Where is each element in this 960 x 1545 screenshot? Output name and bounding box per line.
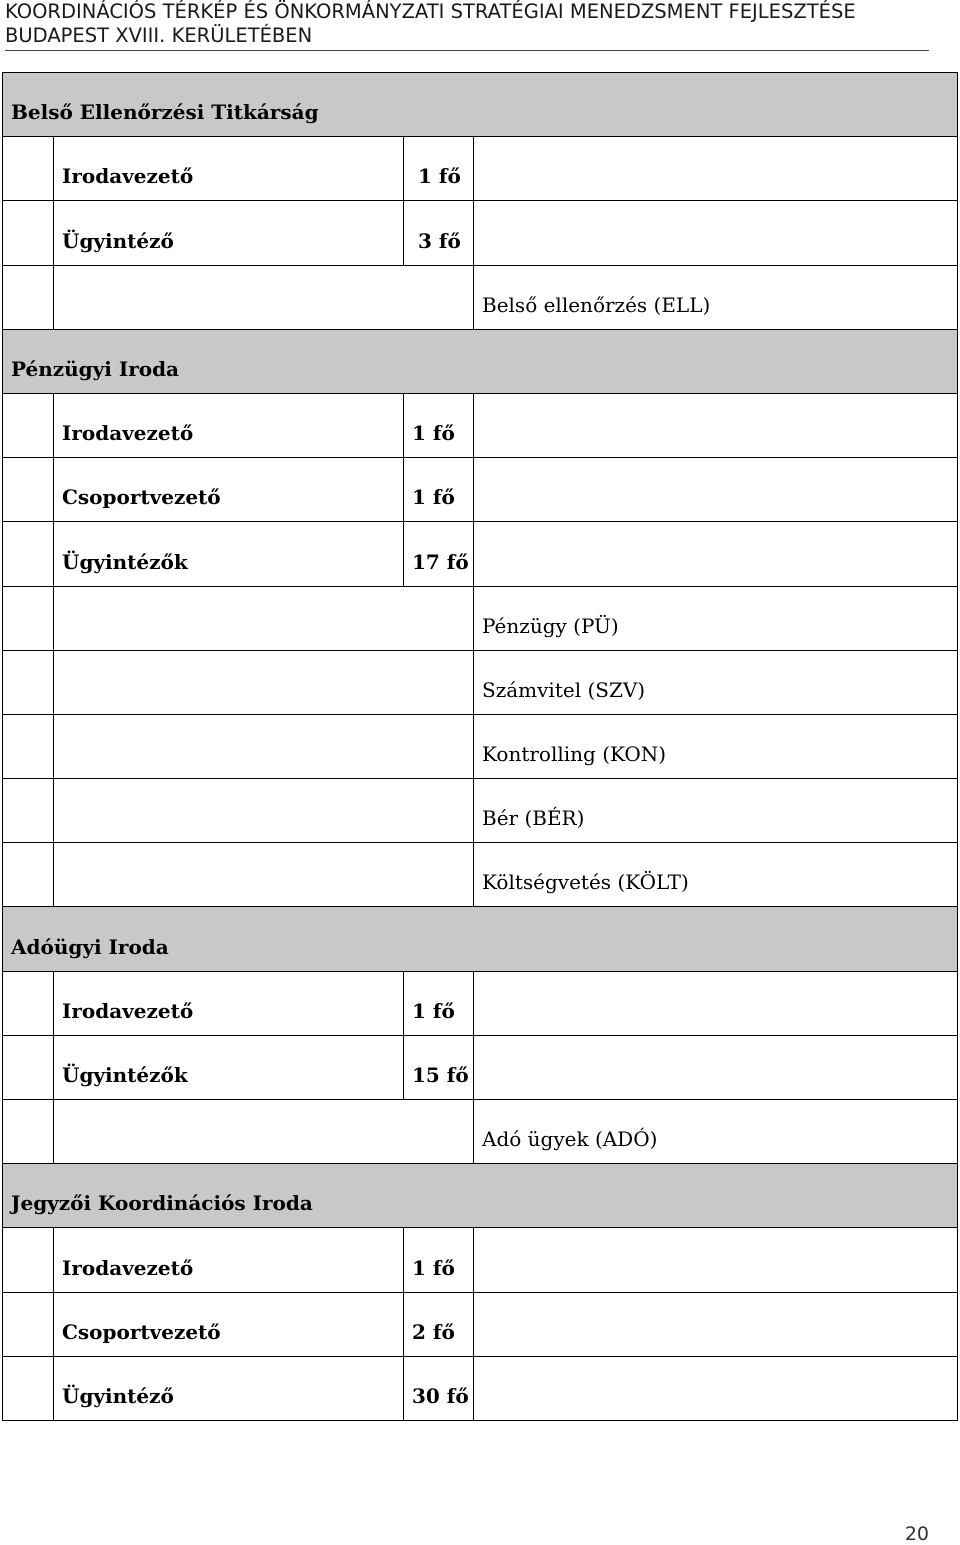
unit-row: [3, 714, 958, 778]
unit-label: Költségvetés (KÖLT): [482, 870, 689, 895]
header-line-1: KOORDINÁCIÓS TÉRKÉP ÉS ÖNKORMÁNYZATI STRATÉGIAI MENEDZSMENT FEJLESZTÉSE: [5, 0, 856, 23]
section-title: Pénzügyi Iroda: [11, 356, 180, 381]
section-title-row: [3, 1164, 958, 1228]
staff-role: Irodavezető: [62, 1255, 194, 1280]
staff-row: [3, 1228, 958, 1292]
unit-label: Pénzügy (PÜ): [482, 613, 619, 638]
staff-row: [3, 393, 958, 457]
unit-row: [3, 586, 958, 650]
staff-role: Ügyintézők: [62, 1063, 188, 1087]
section-title: Jegyzői Koordinációs Iroda: [11, 1191, 313, 1216]
staff-role: Ügyintézők: [62, 549, 188, 574]
section-title-row: [3, 907, 958, 971]
staff-role: Irodavezető: [62, 421, 194, 446]
staff-count: 3 fő: [418, 228, 461, 253]
staff-role: Irodavezető: [62, 164, 194, 189]
staff-row: [3, 1035, 958, 1099]
staff-row: [3, 1292, 958, 1356]
unit-label: Számvitel (SZV): [482, 677, 646, 702]
staff-role: Csoportvezető: [62, 485, 221, 510]
section-title: Adóügyi Iroda: [11, 934, 169, 959]
staff-role: Ügyintéző: [62, 228, 174, 253]
page-header: [5, 0, 929, 51]
staff-count: 15 fő: [412, 1063, 469, 1087]
staff-count: 30 fő: [412, 1383, 469, 1408]
section-title-row: [3, 73, 958, 137]
unit-label: Belső ellenőrzés (ELL): [482, 292, 711, 317]
staff-count: 1 fő: [412, 485, 455, 510]
staff-row: [3, 522, 958, 586]
staff-count: 1 fő: [412, 1255, 455, 1280]
unit-label: Kontrolling (KON): [482, 742, 667, 767]
staff-count: 2 fő: [412, 1319, 455, 1344]
unit-row: [3, 1100, 958, 1164]
unit-row: [3, 265, 958, 329]
section-title-row: [3, 329, 958, 393]
staff-role: Csoportvezető: [62, 1319, 221, 1344]
staff-row: [3, 201, 958, 265]
header-line-2: BUDAPEST XVIII. KERÜLETÉBEN: [5, 24, 313, 47]
staff-row: [3, 137, 958, 201]
org-structure-table: [2, 72, 958, 1421]
staff-count: 17 fő: [412, 549, 469, 574]
unit-label: Bér (BÉR): [482, 806, 585, 831]
staff-count: 1 fő: [412, 421, 455, 446]
staff-row: [3, 458, 958, 522]
unit-label: Adó ügyek (ADÓ): [482, 1127, 658, 1152]
staff-count: 1 fő: [418, 164, 461, 189]
section-title: Belső Ellenőrzési Titkárság: [11, 100, 319, 125]
staff-row: [3, 971, 958, 1035]
page-number: 20: [904, 1523, 929, 1545]
unit-row: [3, 843, 958, 907]
staff-row: [3, 1356, 958, 1420]
unit-row: [3, 779, 958, 843]
unit-row: [3, 650, 958, 714]
staff-role: Irodavezető: [62, 998, 194, 1023]
staff-role: Ügyintéző: [62, 1383, 174, 1408]
staff-count: 1 fő: [412, 998, 455, 1023]
